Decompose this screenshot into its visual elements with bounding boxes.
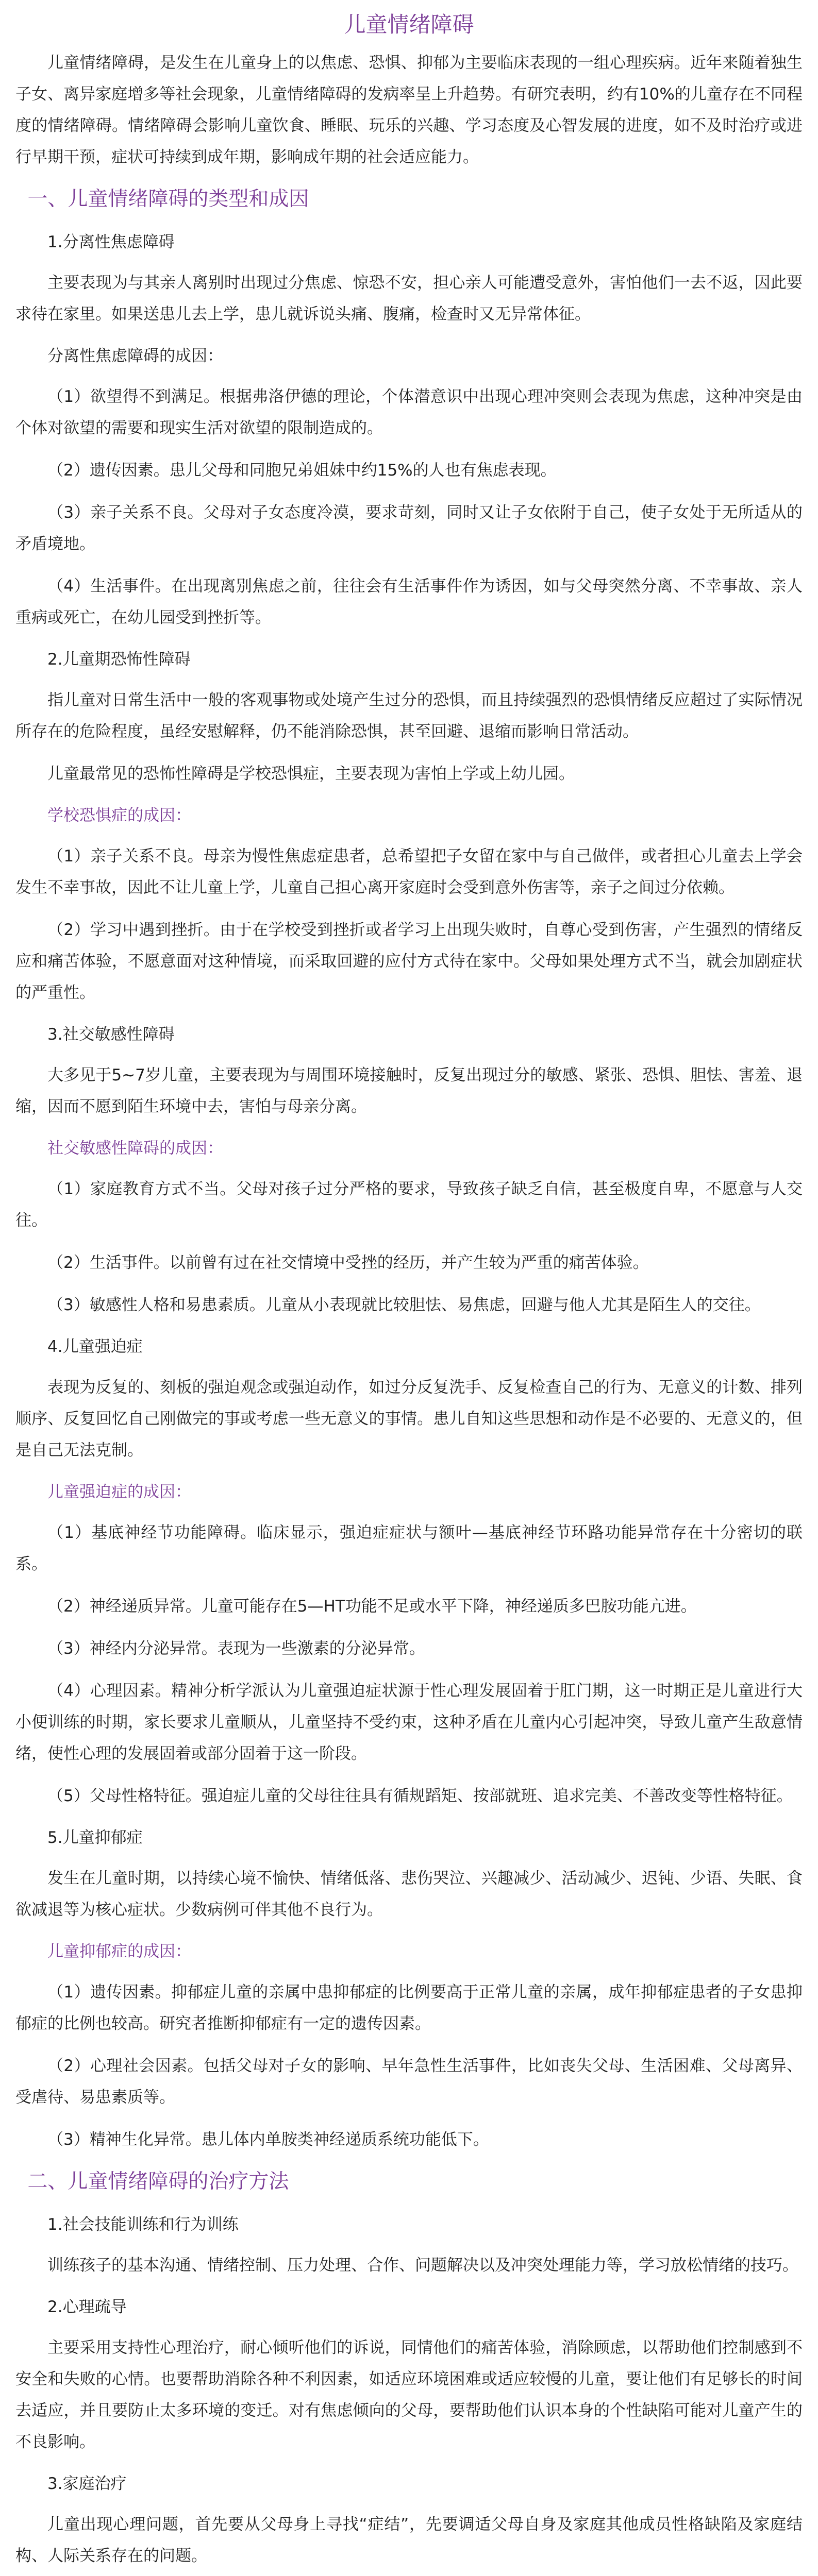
separation-cause-item: （3）亲子关系不良。父母对子女态度冷漠，要求苛刻，同时又让子女依附于自己，使子女处于无所适从的矛盾境地。 (15, 503, 803, 553)
social-cause-item: （2）生活事件。以前曾有过在社交情境中受挫的经历，并产生较为严重的痛苦体验。 (47, 1253, 649, 1272)
ocd-cause-item: （5）父母性格特征。强迫症儿童的父母往往具有循规蹈矩、按部就班、追求完美、不善改变等性格特征。 (47, 1787, 793, 1805)
article-title: 儿童情绪障碍 (344, 12, 474, 37)
ocd-cause-item: （3）神经内分泌异常。表现为一些激素的分泌异常。 (47, 1639, 425, 1658)
subheading-social-sensitivity: 3.社交敏感性障碍 (47, 1025, 175, 1044)
depression-desc: 发生在儿童时期，以持续心境不愉快、情绪低落、悲伤哭泣、兴趣减少、活动减少、迟钝、少语、失眠、食欲减退等为核心症状。少数病例可伴其他不良行为。 (15, 1869, 803, 1919)
intro-paragraph: 儿童情绪障碍，是发生在儿童身上的以焦虑、恐惧、抑郁为主要临床表现的一组心理疾病。近年来随着独生子女、离异家庭增多等社会现象，儿童情绪障碍的发病率呈上升趋势。有研究表明，约有10%的儿童存在不同程度的情绪障碍。情绪障碍会影响儿童饮食、睡眠、玩乐的兴趣、学习态度及心智发展的进度，如不及时治疗或进行早期干预，症状可持续到成年期，影响成年期的社会适应能力。 (15, 54, 803, 166)
section-heading-treatment: 二、儿童情绪障碍的治疗方法 (27, 2170, 289, 2193)
subheading-depression: 5.儿童抑郁症 (47, 1828, 143, 1847)
social-sensitivity-desc: 大多见于5~7岁儿童，主要表现为与周围环境接触时，反复出现过分的敏感、紧张、恐惧、胆怯、害羞、退缩，因而不愿到陌生环境中去，害怕与母亲分离。 (15, 1066, 803, 1116)
method-desc: 训练孩子的基本沟通、情绪控制、压力处理、合作、问题解决以及冲突处理能力等，学习放松情绪的技巧。 (47, 2256, 798, 2275)
separation-cause-item: （4）生活事件。在出现离别焦虑之前，往往会有生活事件作为诱因，如与父母突然分离、不幸事故、亲人重病或死亡，在幼儿园受到挫折等。 (15, 577, 803, 627)
school-phobia-cause-title: 学校恐惧症的成因： (47, 806, 191, 825)
depression-cause-title: 儿童抑郁症的成因： (47, 1942, 191, 1961)
ocd-cause-item: （1）基底神经节功能障碍。临床显示，强迫症症状与额叶—基底神经节环路功能异常存在十分密切的联系。 (15, 1523, 803, 1573)
phobia-cause-item: （2）学习中遇到挫折。由于在学校受到挫折或者学习上出现失败时，自尊心受到伤害，产生强烈的情绪反应和痛苦体验，不愿意面对这种情境，而采取回避的应付方式待在家中。父母如果处理方式不当，就会加剧症状的严重性。 (15, 921, 803, 1002)
subheading-phobia: 2.儿童期恐怖性障碍 (47, 650, 191, 669)
separation-cause-item: （2）遗传因素。患儿父母和同胞兄弟姐妹中约15%的人也有焦虑表现。 (47, 461, 557, 480)
social-sensitivity-cause-title: 社交敏感性障碍的成因： (47, 1139, 223, 1158)
ocd-desc: 表现为反复的、刻板的强迫观念或强迫动作，如过分反复洗手、反复检查自己的行为、无意义的计数、排列顺序、反复回忆自己刚做完的事或考虑一些无意义的事情。患儿自知这些思想和动作是不必要的、无意义的，但是自己无法克制。 (15, 1378, 803, 1460)
depression-cause-item: （1）遗传因素。抑郁症儿童的亲属中患抑郁症的比例要高于正常儿童的亲属，成年抑郁症患者的子女患抑郁症的比例也较高。研究者推断抑郁症有一定的遗传因素。 (15, 1983, 803, 2033)
separation-anxiety-desc: 主要表现为与其亲人离别时出现过分焦虑、惊恐不安，担心亲人可能遭受意外，害怕他们一去不返，因此要求待在家里。如果送患儿去上学，患儿就诉说头痛、腹痛，检查时又无异常体征。 (15, 274, 803, 324)
method-heading: 3.家庭治疗 (47, 2475, 127, 2493)
subheading-ocd: 4.儿童强迫症 (47, 1337, 143, 1356)
method-desc: 主要采用支持性心理治疗，耐心倾听他们的诉说，同情他们的痛苦体验，消除顾虑，以帮助他们控制感到不安全和失败的心情。也要帮助消除各种不利因素，如适应环境困难或适应较慢的儿童，要让他们有足够长的时间去适应，并且要防止太多环境的变迁。对有焦虑倾向的父母，要帮助他们认识本身的个性缺陷可能对儿童产生的不良影响。 (15, 2338, 803, 2451)
separation-cause-item: （1）欲望得不到满足。根据弗洛伊德的理论，个体潜意识中出现心理冲突则会表现为焦虑，这种冲突是由个体对欲望的需要和现实生活对欲望的限制造成的。 (15, 387, 803, 437)
section-heading-types: 一、儿童情绪障碍的类型和成因 (27, 188, 309, 211)
social-cause-item: （3）敏感性人格和易患素质。儿童从小表现就比较胆怯、易焦虑，回避与他人尤其是陌生人的交往。 (47, 1296, 761, 1314)
social-cause-item: （1）家庭教育方式不当。父母对孩子过分严格的要求，导致孩子缺乏自信，甚至极度自卑，不愿意与人交往。 (15, 1180, 803, 1230)
ocd-cause-item: （2）神经递质异常。儿童可能存在5—HT功能不足或水平下降，神经递质多巴胺功能亢进。 (47, 1597, 697, 1616)
phobia-desc-school: 儿童最常见的恐怖性障碍是学校恐惧症，主要表现为害怕上学或上幼儿园。 (47, 765, 575, 783)
ocd-cause-item: （4）心理因素。精神分析学派认为儿童强迫症状源于性心理发展固着于肛门期，这一时期正是儿童进行大小便训练的时期，家长要求儿童顺从，儿童坚持不受约束，这种矛盾在儿童内心引起冲突，导致儿童产生敌意情绪，使性心理的发展固着或部分固着于这一阶段。 (15, 1682, 803, 1763)
subheading-separation-anxiety: 1.分离性焦虑障碍 (47, 233, 175, 251)
ocd-cause-title: 儿童强迫症的成因： (47, 1483, 191, 1501)
method-heading: 2.心理疏导 (47, 2298, 127, 2316)
separation-anxiety-cause-title: 分离性焦虑障碍的成因： (47, 347, 223, 365)
phobia-desc: 指儿童对日常生活中一般的客观事物或处境产生过分的恐惧，而且持续强烈的恐惧情绪反应超过了实际情况所存在的危险程度，虽经安慰解释，仍不能消除恐惧，甚至回避、退缩而影响日常活动。 (15, 691, 803, 741)
depression-cause-item: （2）心理社会因素。包括父母对子女的影响、早年急性生活事件，比如丧失父母、生活困难、父母离异、受虐待、易患素质等。 (15, 2057, 803, 2107)
depression-cause-item: （3）精神生化异常。患儿体内单胺类神经递质系统功能低下。 (47, 2130, 489, 2149)
method-desc: 儿童出现心理问题，首先要从父母身上寻找“症结”，先要调适父母自身及家庭其他成员性格缺陷及家庭结构、人际关系存在的问题。 (15, 2515, 803, 2565)
phobia-cause-item: （1）亲子关系不良。母亲为慢性焦虑症患者，总希望把子女留在家中与自己做伴，或者担心儿童去上学会发生不幸事故，因此不让儿童上学，儿童自己担心离开家庭时会受到意外伤害等，亲子之间过分依赖。 (15, 847, 803, 897)
method-heading: 1.社会技能训练和行为训练 (47, 2215, 239, 2234)
